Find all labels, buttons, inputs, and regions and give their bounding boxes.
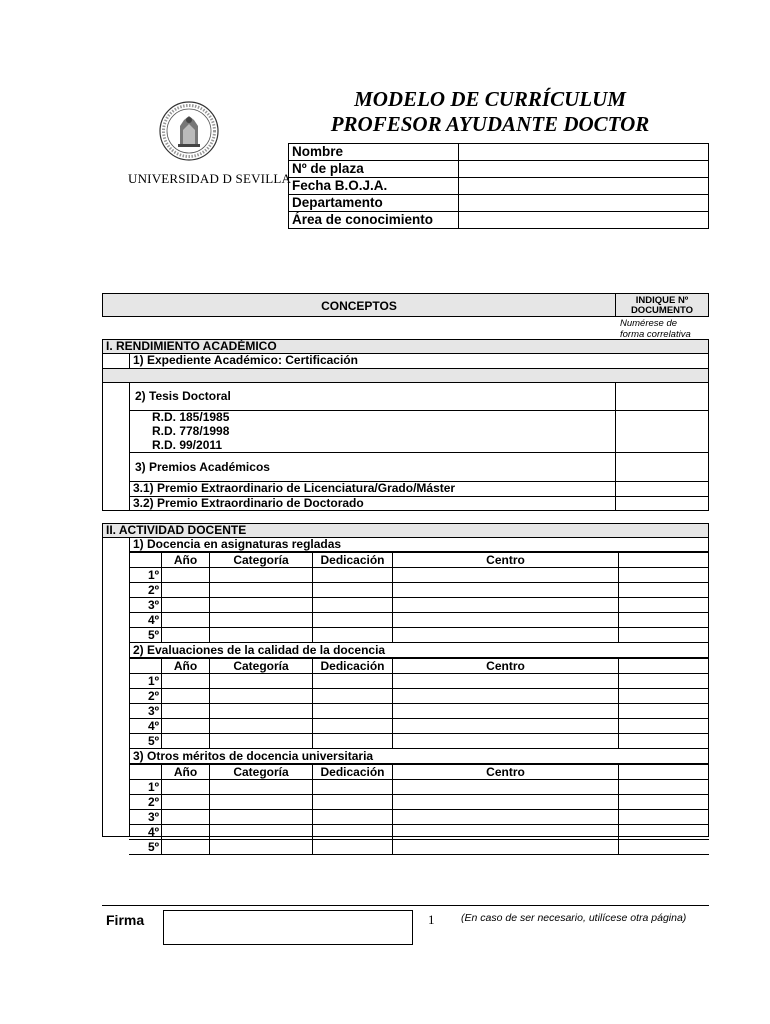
table-cell[interactable] xyxy=(313,628,393,643)
table-cell[interactable] xyxy=(210,583,313,598)
documento-cell[interactable] xyxy=(619,719,710,734)
documento-cell[interactable] xyxy=(619,795,710,810)
table-row xyxy=(129,583,709,598)
field-label-nombre: Nombre xyxy=(289,144,459,161)
page-number: 1 xyxy=(428,912,435,927)
table-cell[interactable] xyxy=(393,689,619,704)
row-label: 5º xyxy=(129,840,162,855)
table-cell[interactable] xyxy=(162,719,210,734)
field-departamento-input[interactable] xyxy=(459,195,709,212)
field-label-plaza: Nº de plaza xyxy=(289,161,459,178)
table-cell[interactable] xyxy=(210,795,313,810)
info-table xyxy=(288,143,709,229)
table-cell[interactable] xyxy=(162,795,210,810)
table-cell[interactable] xyxy=(313,568,393,583)
documento-cell[interactable] xyxy=(619,825,710,840)
table-header-row xyxy=(129,659,709,674)
table-cell[interactable] xyxy=(210,780,313,795)
premios-label: 3) Premios Académicos xyxy=(135,460,270,474)
table-row xyxy=(129,810,709,825)
table-cell[interactable] xyxy=(162,583,210,598)
documento-cell[interactable] xyxy=(619,583,710,598)
table-cell[interactable] xyxy=(313,583,393,598)
documento-cell[interactable] xyxy=(619,780,710,795)
column-header: Centro xyxy=(393,659,619,674)
column-header: Centro xyxy=(393,765,619,780)
university-seal-icon xyxy=(158,100,220,162)
documento-cell[interactable] xyxy=(619,628,710,643)
column-header: Categoría xyxy=(210,553,313,568)
table-cell[interactable] xyxy=(393,598,619,613)
table-row xyxy=(129,825,709,840)
documento-cell[interactable] xyxy=(619,810,710,825)
table-cell[interactable] xyxy=(210,810,313,825)
table-cell[interactable] xyxy=(210,704,313,719)
row-label: 4º xyxy=(129,825,162,840)
table-header-row xyxy=(129,553,709,568)
table-header-row xyxy=(129,765,709,780)
table-cell[interactable] xyxy=(162,598,210,613)
column-header: Año xyxy=(162,765,210,780)
table-cell[interactable] xyxy=(313,674,393,689)
table-cell[interactable] xyxy=(393,780,619,795)
table-cell[interactable] xyxy=(313,704,393,719)
table-cell[interactable] xyxy=(162,810,210,825)
table-cell[interactable] xyxy=(162,734,210,749)
table-cell[interactable] xyxy=(210,719,313,734)
docencia-table xyxy=(129,552,709,643)
docencia-table xyxy=(129,764,709,855)
table-cell[interactable] xyxy=(162,780,210,795)
table-cell[interactable] xyxy=(393,795,619,810)
table-cell[interactable] xyxy=(210,674,313,689)
table-cell[interactable] xyxy=(313,719,393,734)
row-label: 1º xyxy=(129,674,162,689)
table-cell[interactable] xyxy=(313,734,393,749)
table-cell[interactable] xyxy=(210,825,313,840)
table-cell[interactable] xyxy=(313,825,393,840)
table-row xyxy=(129,704,709,719)
table-cell[interactable] xyxy=(313,795,393,810)
rd-1985: R.D. 185/1985 xyxy=(152,410,230,424)
row-label: 3º xyxy=(129,810,162,825)
table-cell[interactable] xyxy=(393,734,619,749)
table-cell[interactable] xyxy=(393,840,619,855)
premio-doctorado: 3.2) Premio Extraordinario de Doctorado xyxy=(133,496,364,510)
row-label: 4º xyxy=(129,613,162,628)
table-cell[interactable] xyxy=(313,810,393,825)
field-fecha-input[interactable] xyxy=(459,178,709,195)
expediente-label: 1) Expediente Académico: Certificación xyxy=(133,353,358,367)
documento-cell[interactable] xyxy=(619,840,710,855)
subsection-title: 1) Docencia en asignaturas regladas xyxy=(129,537,709,552)
table-cell[interactable] xyxy=(393,810,619,825)
firma-signature-box[interactable] xyxy=(163,910,413,945)
column-header: Dedicación xyxy=(313,765,393,780)
table-row xyxy=(129,598,709,613)
table-cell[interactable] xyxy=(210,734,313,749)
column-header: Categoría xyxy=(210,765,313,780)
column-header: Año xyxy=(162,659,210,674)
table-cell[interactable] xyxy=(162,568,210,583)
subsection-title: 3) Otros méritos de docencia universitaria xyxy=(129,749,709,764)
table-row xyxy=(129,613,709,628)
documento-cell[interactable] xyxy=(619,568,710,583)
firma-label: Firma xyxy=(106,912,145,928)
table-cell[interactable] xyxy=(313,598,393,613)
table-cell[interactable] xyxy=(210,628,313,643)
section2-title: II. ACTIVIDAD DOCENTE xyxy=(106,523,247,537)
table-cell[interactable] xyxy=(162,825,210,840)
table-cell[interactable] xyxy=(162,689,210,704)
table-cell[interactable] xyxy=(393,613,619,628)
row-label: 3º xyxy=(129,704,162,719)
field-label-area: Área de conocimiento xyxy=(289,212,459,229)
table-cell[interactable] xyxy=(162,840,210,855)
section1-title: I. RENDIMIENTO ACADÉMICO xyxy=(106,339,277,353)
table-cell[interactable] xyxy=(393,825,619,840)
title-line2: PROFESOR AYUDANTE DOCTOR xyxy=(330,112,650,136)
table-row xyxy=(129,719,709,734)
row-label: 2º xyxy=(129,689,162,704)
row-label: 5º xyxy=(129,734,162,749)
table-cell[interactable] xyxy=(393,583,619,598)
row-label: 5º xyxy=(129,628,162,643)
table-row xyxy=(129,674,709,689)
field-plaza-input[interactable] xyxy=(459,161,709,178)
row-label: 1º xyxy=(129,568,162,583)
field-area-input[interactable] xyxy=(459,212,709,229)
column-header: Categoría xyxy=(210,659,313,674)
rd-2011: R.D. 99/2011 xyxy=(152,438,223,452)
numbering-note: Numérese de forma correlativa xyxy=(620,318,691,340)
row-label: 2º xyxy=(129,583,162,598)
row-label: 3º xyxy=(129,598,162,613)
documento-cell[interactable] xyxy=(619,734,710,749)
documento-cell[interactable] xyxy=(619,689,710,704)
row-label: 4º xyxy=(129,719,162,734)
docencia-table xyxy=(129,658,709,749)
tesis-label: 2) Tesis Doctoral xyxy=(135,389,231,403)
documento-cell[interactable] xyxy=(619,613,710,628)
table-cell[interactable] xyxy=(162,704,210,719)
field-label-fecha: Fecha B.O.J.A. xyxy=(289,178,459,195)
table-row xyxy=(129,795,709,810)
table-cell[interactable] xyxy=(393,719,619,734)
indique-header: INDIQUE Nº DOCUMENTO xyxy=(615,293,709,317)
field-nombre-input[interactable] xyxy=(459,144,709,161)
table-row xyxy=(129,840,709,855)
table-cell[interactable] xyxy=(162,628,210,643)
table-cell[interactable] xyxy=(393,704,619,719)
table-cell[interactable] xyxy=(313,780,393,795)
premio-licenciatura: 3.1) Premio Extraordinario de Licenciatura/Grado/Máster xyxy=(133,481,456,495)
column-header: Dedicación xyxy=(313,659,393,674)
column-header: Dedicación xyxy=(313,553,393,568)
column-header: Centro xyxy=(393,553,619,568)
table-row xyxy=(129,780,709,795)
documento-cell[interactable] xyxy=(619,704,710,719)
table-cell[interactable] xyxy=(162,674,210,689)
field-label-departamento: Departamento xyxy=(289,195,459,212)
table-cell[interactable] xyxy=(210,613,313,628)
university-name: UNIVERSIDAD D SEVILLA xyxy=(128,171,292,186)
table-cell[interactable] xyxy=(393,568,619,583)
table-cell[interactable] xyxy=(393,628,619,643)
row-label: 1º xyxy=(129,780,162,795)
table-row xyxy=(129,628,709,643)
table-cell[interactable] xyxy=(313,840,393,855)
table-row xyxy=(129,689,709,704)
table-cell[interactable] xyxy=(210,840,313,855)
rd-1998: R.D. 778/1998 xyxy=(152,424,230,438)
footer-note: (En caso de ser necesario, utilícese otra página) xyxy=(461,912,687,924)
documento-cell[interactable] xyxy=(619,598,710,613)
title-line1: MODELO DE CURRÍCULUM xyxy=(354,87,626,111)
column-header: Año xyxy=(162,553,210,568)
table-cell[interactable] xyxy=(210,689,313,704)
table-cell[interactable] xyxy=(313,613,393,628)
table-cell[interactable] xyxy=(313,689,393,704)
row-label: 2º xyxy=(129,795,162,810)
table-cell[interactable] xyxy=(210,568,313,583)
documento-cell[interactable] xyxy=(619,674,710,689)
subsection-title: 2) Evaluaciones de la calidad de la docencia xyxy=(129,643,709,658)
conceptos-header: CONCEPTOS xyxy=(102,293,616,317)
table-cell[interactable] xyxy=(210,598,313,613)
table-cell[interactable] xyxy=(393,674,619,689)
table-cell[interactable] xyxy=(162,613,210,628)
table-row xyxy=(129,568,709,583)
table-row xyxy=(129,734,709,749)
